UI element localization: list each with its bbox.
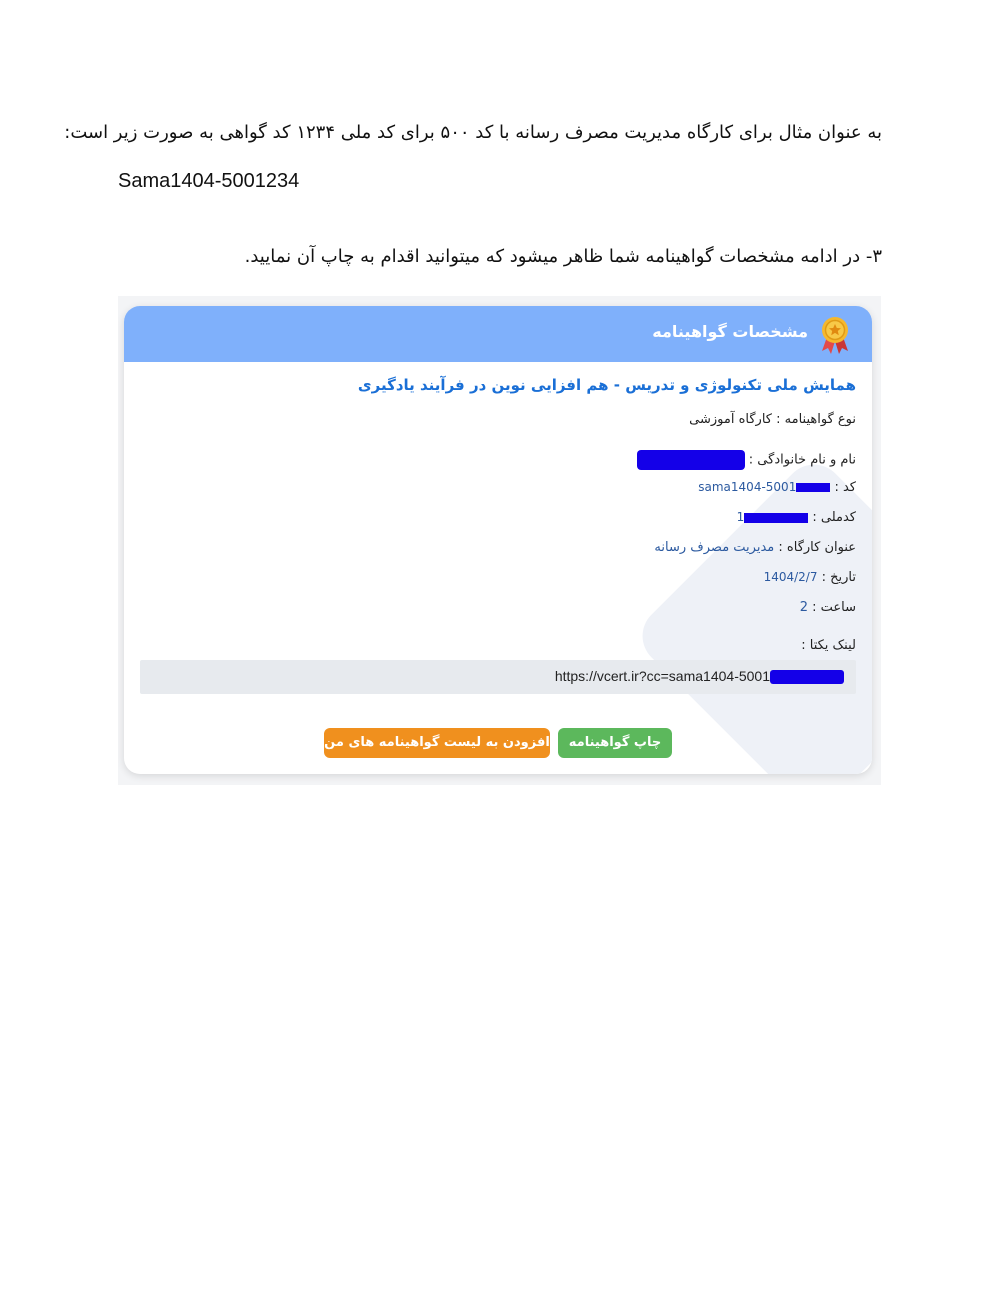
code-row <box>698 480 856 495</box>
step-3-paragraph: ۳- در ادامه مشخصات گواهینامه شما ظاهر میشود که میتوانید اقدام به چاپ آن نمایید. <box>244 246 882 267</box>
workshop-row <box>654 540 856 555</box>
code-label: کد : <box>834 480 856 495</box>
workshop-label: عنوان کارگاه : <box>778 540 856 555</box>
hours-value: 2 <box>799 600 808 615</box>
certificate-type-value: کارگاه آموزشی <box>689 412 772 427</box>
unique-link-label: لینک یکتا : <box>801 638 856 653</box>
national-id-value: 1 <box>736 510 745 524</box>
unique-link-box[interactable] <box>140 660 856 694</box>
unique-link-redaction <box>770 670 844 684</box>
date-value: 1404/2/7 <box>763 570 818 584</box>
add-to-my-certificates-button[interactable]: افزودن به لیست گواهینامه های من <box>324 728 550 758</box>
national-id-label: کدملی : <box>812 510 856 525</box>
unique-link-value: https://vcert.ir?cc=sama1404-5001 <box>554 668 770 684</box>
national-id-row <box>737 510 856 525</box>
hours-label: ساعت : <box>812 600 856 615</box>
full-name-label: نام و نام خانوادگی : <box>748 452 856 468</box>
certificate-type-row <box>689 412 856 427</box>
national-id-redaction <box>744 513 808 523</box>
hours-row <box>800 600 856 615</box>
code-redaction <box>796 483 830 492</box>
certificate-screenshot <box>118 296 881 785</box>
date-label: تاریخ : <box>821 570 856 585</box>
code-value: sama1404-5001 <box>698 480 797 494</box>
medal-icon <box>818 315 852 355</box>
full-name-redaction <box>637 450 745 470</box>
full-name-row <box>637 450 856 470</box>
example-certificate-code: Sama1404-5001234 <box>118 170 300 192</box>
date-row <box>764 570 856 585</box>
unique-link-text <box>555 668 844 684</box>
event-title: همایش ملی تکنولوژی و تدریس - هم افزایی نوین در فرآیند یادگیری <box>357 376 856 394</box>
certificate-type-label: نوع گواهینامه : <box>776 412 856 427</box>
workshop-value: مدیریت مصرف رسانه <box>654 540 775 555</box>
intro-paragraph: به عنوان مثال برای کارگاه مدیریت مصرف رسانه با کد ۵۰۰ برای کد ملی ۱۲۳۴ کد گواهی به صورت زیر است: <box>64 122 882 143</box>
header-title: مشخصات گواهینامه <box>652 322 808 341</box>
card-header <box>124 306 872 362</box>
print-certificate-button[interactable]: چاپ گواهینامه <box>558 728 672 758</box>
certificate-card <box>124 306 872 774</box>
